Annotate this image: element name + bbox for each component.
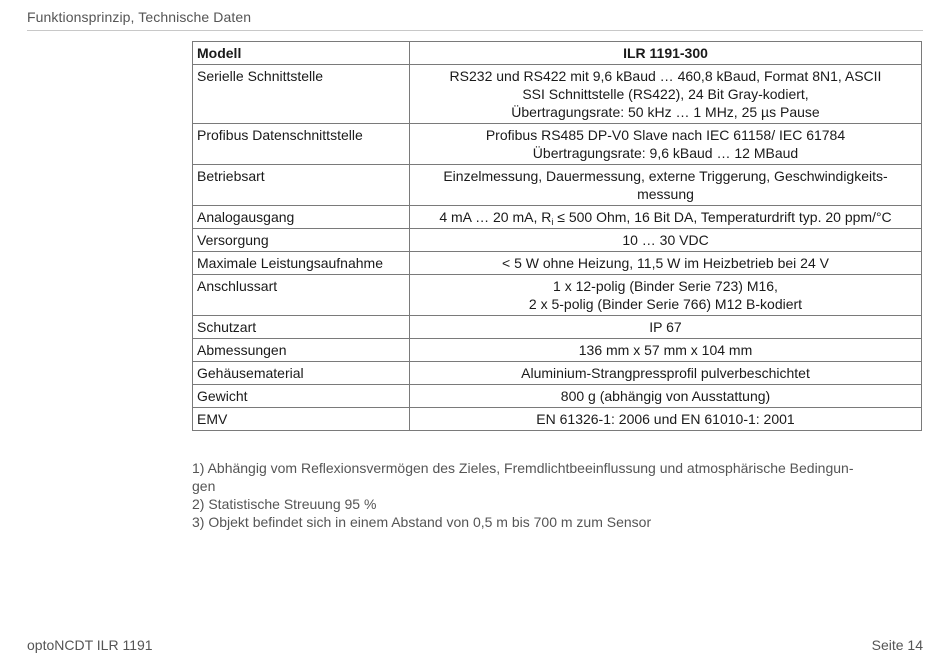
row-label: Versorgung	[193, 229, 410, 252]
table-row	[193, 339, 922, 362]
row-value-line: IP 67	[649, 319, 682, 335]
footnote-1: 1) Abhängig vom Reflexionsvermögen des Zieles, Fremdlichtbeeinflussung und atmosphärische Bedingun-	[192, 460, 854, 476]
spec-table	[192, 41, 922, 431]
table-row	[193, 385, 922, 408]
row-value-line: 10 … 30 VDC	[622, 232, 709, 248]
row-label: Anschlussart	[193, 275, 410, 316]
footnote-2: 2) Statistische Streuung 95 %	[192, 496, 377, 512]
row-label: Analogausgang	[193, 206, 410, 229]
row-value-line: EN 61326-1: 2006 und EN 61010-1: 2001	[536, 411, 795, 427]
row-value-text: 4 mA … 20 mA, R	[439, 209, 552, 225]
row-value-line: < 5 W ohne Heizung, 11,5 W im Heizbetrieb bei 24 V	[502, 255, 829, 271]
row-label: Gehäusematerial	[193, 362, 410, 385]
header-divider	[27, 30, 923, 31]
footer-product-name: optoNCDT ILR 1191	[27, 637, 153, 653]
row-label: Schutzart	[193, 316, 410, 339]
row-value-line: Einzelmessung, Dauermessung, externe Triggerung, Geschwindigkeits-	[443, 168, 888, 184]
table-row	[193, 408, 922, 431]
row-value-line: Übertragungsrate: 50 kHz … 1 MHz, 25 µs Pause	[511, 104, 820, 120]
row-label: Maximale Leistungsaufnahme	[193, 252, 410, 275]
row-value-line: Profibus RS485 DP-V0 Slave nach IEC 61158/ IEC 61784	[485, 127, 846, 143]
row-value-line: SSI Schnittstelle (RS422), 24 Bit Gray-kodiert,	[522, 86, 809, 102]
row-label: Gewicht	[193, 385, 410, 408]
footnote-3: 3) Objekt befindet sich in einem Abstand von 0,5 m bis 700 m zum Sensor	[192, 514, 652, 530]
table-header-label: Modell	[193, 42, 410, 65]
row-value-line: 136 mm x 57 mm x 104 mm	[578, 342, 753, 358]
row-value	[410, 206, 922, 229]
row-value-line: Aluminium-Strangpressprofil pulverbeschichtet	[521, 365, 810, 381]
resistance-subscript: i	[551, 217, 554, 227]
row-value	[410, 339, 922, 362]
row-value-line: 1 x 12-polig (Binder Serie 723) M16,	[553, 278, 778, 294]
row-value-line: RS232 und RS422 mit 9,6 kBaud … 460,8 kBaud, Format 8N1, ASCII	[449, 68, 882, 84]
row-label: EMV	[193, 408, 410, 431]
footer-page-number: Seite 14	[871, 637, 923, 653]
table-row	[193, 165, 922, 206]
row-label: Abmessungen	[193, 339, 410, 362]
row-value	[410, 124, 922, 165]
row-value	[410, 385, 922, 408]
table-row	[193, 316, 922, 339]
table-row	[193, 65, 922, 124]
row-value-line: Übertragungsrate: 9,6 kBaud … 12 MBaud	[532, 145, 799, 161]
table-row	[193, 275, 922, 316]
row-value-text: ≤ 500 Ohm, 16 Bit DA, Temperaturdrift typ. 20 ppm/°C	[553, 209, 892, 225]
row-value	[410, 165, 922, 206]
table-header-row	[193, 42, 922, 65]
row-label: Profibus Datenschnittstelle	[193, 124, 410, 165]
table-row	[193, 229, 922, 252]
row-value	[410, 65, 922, 124]
row-value	[410, 362, 922, 385]
row-value	[410, 275, 922, 316]
table-row	[193, 206, 922, 229]
row-label: Serielle Schnittstelle	[193, 65, 410, 124]
page-header-title: Funktionsprinzip, Technische Daten	[27, 9, 252, 25]
row-value	[410, 229, 922, 252]
footnotes	[192, 459, 912, 531]
table-row	[193, 362, 922, 385]
row-value	[410, 252, 922, 275]
row-value-line: 800 g (abhängig von Ausstattung)	[560, 388, 771, 404]
row-value-line: messung	[637, 186, 694, 202]
row-value-line: 2 x 5-polig (Binder Serie 766) M12 B-kodiert	[528, 296, 803, 312]
row-label: Betriebsart	[193, 165, 410, 206]
row-value	[410, 408, 922, 431]
table-row	[193, 252, 922, 275]
table-row	[193, 124, 922, 165]
row-value	[410, 316, 922, 339]
table-header-value: ILR 1191-300	[410, 42, 922, 65]
footnote-1-continuation: gen	[192, 478, 216, 494]
